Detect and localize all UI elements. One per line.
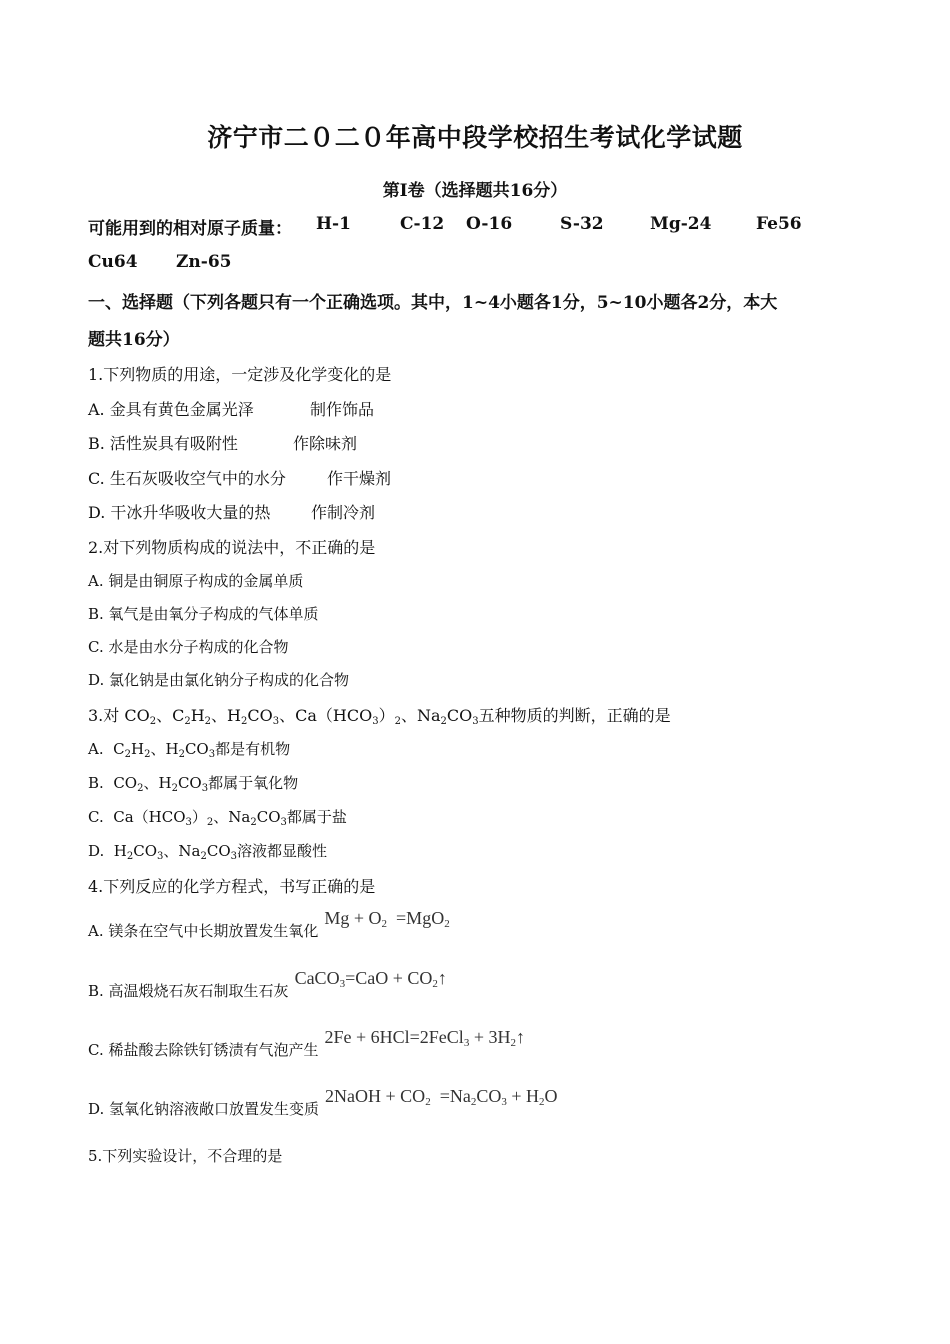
q3-b-tail: 都属于氧化物 bbox=[208, 774, 299, 792]
option-d-use: 作制冷剂 bbox=[311, 503, 376, 522]
q4-d-text: D. 氢氧化钠溶液敞口放置发生变质 bbox=[88, 1100, 320, 1118]
question-4-option-d bbox=[88, 1086, 558, 1119]
atomic-masses-row-2 bbox=[88, 252, 388, 276]
question-4-option-a bbox=[88, 908, 450, 941]
section-heading-line2: 题共16分） bbox=[88, 330, 180, 350]
mass-o: O-16 bbox=[466, 214, 513, 234]
question-1-option-b bbox=[88, 431, 358, 454]
mass-fe: Fe56 bbox=[756, 214, 802, 234]
q4-b-text: B. 高温煅烧石灰石制取生石灰 bbox=[88, 982, 289, 1000]
question-3-option-a: A. $C_2H_2$、$H_2CO_3$都是有机物 bbox=[88, 740, 291, 760]
mass-s: S-32 bbox=[560, 214, 604, 234]
q4-a-equation: $Mg + O_2 =MgO_2$ bbox=[324, 908, 450, 930]
question-2-stem: 2.对下列物质构成的说法中，不正确的是 bbox=[88, 538, 376, 557]
question-1-option-c bbox=[88, 466, 392, 489]
atomic-masses-label: 可能用到的相对原子质量： bbox=[88, 219, 292, 239]
option-a-text: A. 金具有黄色金属光泽 bbox=[88, 400, 254, 419]
mass-h: H-1 bbox=[316, 214, 351, 234]
question-4-option-b bbox=[88, 968, 447, 1001]
question-4-stem: 4.下列反应的化学方程式，书写正确的是 bbox=[88, 877, 376, 896]
q4-d-equation: 2NaOH + $CO_2 =Na_2CO_3 + H_2O$ bbox=[325, 1086, 558, 1108]
question-5-stem: 5.下列实验设计，不合理的是 bbox=[88, 1147, 283, 1165]
mass-mg: Mg-24 bbox=[650, 214, 712, 234]
question-3-option-b: B. $CO_2$、$H_2CO_3$都属于氧化物 bbox=[88, 774, 299, 794]
q3-c-tail: 都属于盐 bbox=[286, 808, 347, 826]
q3-d-tail: 溶液都显酸性 bbox=[237, 842, 328, 860]
mass-c: C-12 bbox=[400, 214, 445, 234]
page-title: 济宁市二０二０年高中段学校招生考试化学试题 bbox=[207, 123, 743, 152]
option-a-use: 制作饰品 bbox=[310, 400, 375, 419]
section-subtitle: 第Ⅰ卷（选择题共16分） bbox=[382, 181, 568, 201]
question-1-stem: 1.下列物质的用途，一定涉及化学变化的是 bbox=[88, 365, 392, 384]
question-3-option-c: C. $Ca(HCO_3)_2$、$Na_2CO_3$都属于盐 bbox=[88, 808, 347, 828]
q3-stem-prefix: 3.对 CO bbox=[88, 706, 150, 725]
q4-a-text: A. 镁条在空气中长期放置发生氧化 bbox=[88, 922, 319, 940]
question-4-option-c bbox=[88, 1027, 525, 1060]
q4-b-equation: CaCO$_3$=CaO + $CO_2↑$ bbox=[294, 968, 447, 990]
option-c-use: 作干燥剂 bbox=[327, 469, 392, 488]
q3-stem-tail: 五种物质的判断，正确的是 bbox=[478, 706, 671, 725]
question-2-option-c: C. 水是由水分子构成的化合物 bbox=[88, 638, 289, 656]
question-2-option-d: D. 氯化钠是由氯化钠分子构成的化合物 bbox=[88, 671, 350, 689]
option-b-text: B. 活性炭具有吸附性 bbox=[88, 434, 238, 453]
question-3-option-d: D. $H_2CO_3$、$Na_2CO_3$溶液都显酸性 bbox=[88, 842, 328, 862]
option-c-text: C. 生石灰吸收空气中的水分 bbox=[88, 469, 286, 488]
question-1-option-d bbox=[88, 500, 376, 523]
question-2-option-a: A. 铜是由铜原子构成的金属单质 bbox=[88, 572, 304, 590]
q4-c-equation: 2Fe + 6HCl=2FeCl$_3$ + $3H_2↑$ bbox=[324, 1027, 525, 1049]
section-heading-line1: 一、选择题（下列各题只有一个正确选项。其中，1~4小题各1分，5~10小题各2分，本大 bbox=[88, 293, 778, 313]
q3-a-tail: 都是有机物 bbox=[215, 740, 291, 758]
question-1-option-a bbox=[88, 397, 375, 420]
atomic-masses-row-1 bbox=[88, 214, 888, 238]
mass-zn: Zn-65 bbox=[176, 252, 232, 272]
question-2-option-b: B. 氧气是由氧分子构成的气体单质 bbox=[88, 605, 319, 623]
option-b-use: 作除味剂 bbox=[293, 434, 358, 453]
question-3-stem: 3.对 $CO_2$、$C_2H_2$、$H_2CO_3$、$Ca(HCO_3)_2$、$Na_2CO_3$五种物质的判断，正确的是 bbox=[88, 706, 671, 727]
q4-c-text: C. 稀盐酸去除铁钉锈渍有气泡产生 bbox=[88, 1041, 319, 1059]
mass-cu: Cu64 bbox=[88, 252, 138, 272]
option-d-text: D. 干冰升华吸收大量的热 bbox=[88, 503, 271, 522]
